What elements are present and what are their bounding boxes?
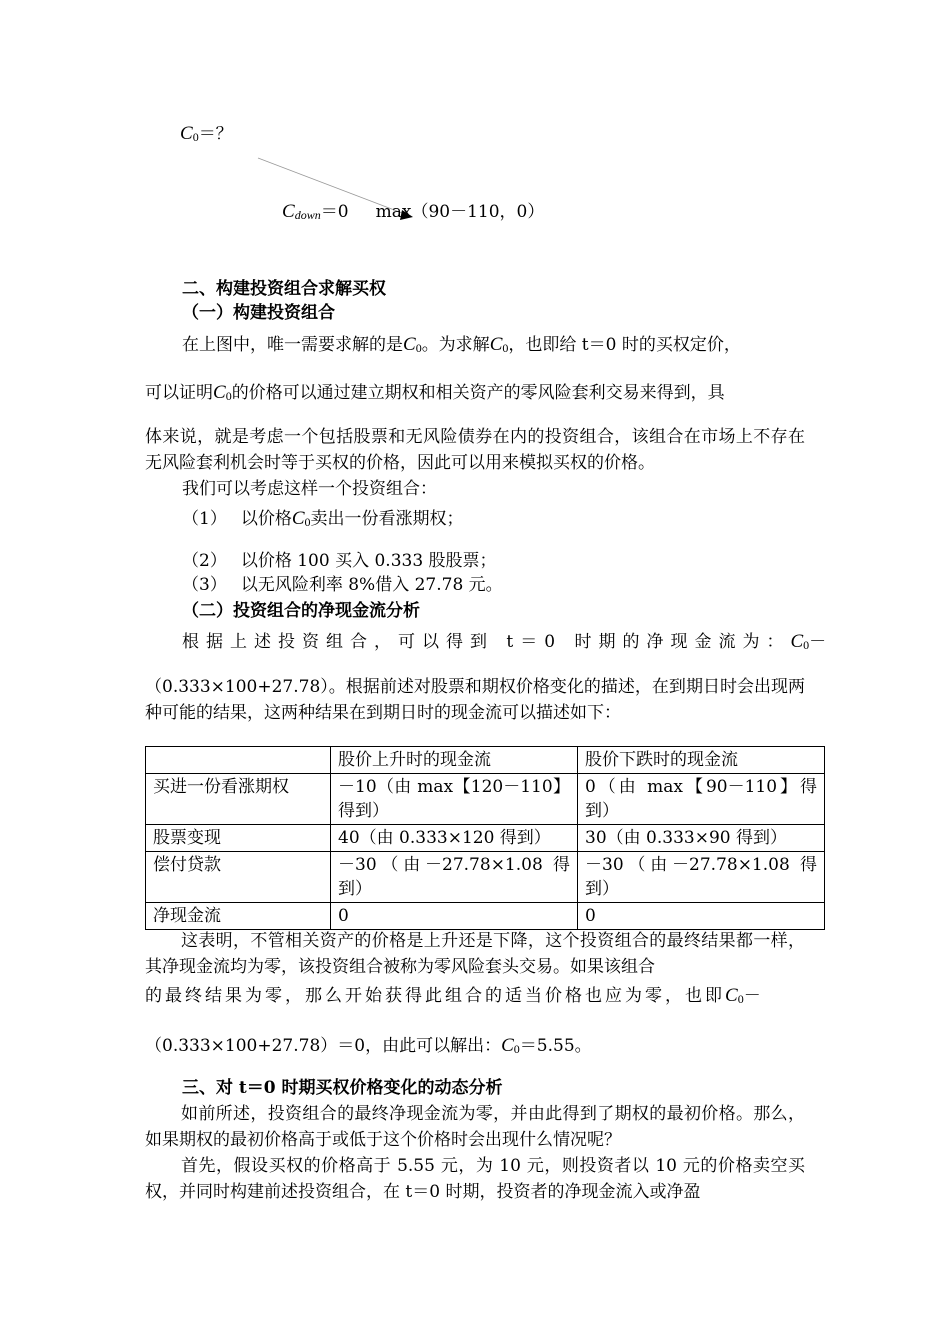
list-item-3: （3） 以无风险利率 8%借入 27.78 元。 [182, 575, 503, 595]
table-row [146, 774, 825, 825]
paragraph-line-1: 在上图中，唯一需要求解的是C0。为求解C0，也即给 t＝0 时的买权定价， [182, 334, 741, 355]
table-cell: －30（由－27.78×1.08 得到） [331, 852, 578, 903]
table-cell: 0 [331, 903, 578, 930]
table-cell: 股票变现 [146, 825, 331, 852]
table-row [146, 825, 825, 852]
table-cell: －10（由 max【120－110】得到） [331, 774, 578, 825]
section2-sub2-heading: （二）投资组合的净现金流分析 [182, 601, 420, 621]
table-header-cell: 股价上升时的现金流 [331, 747, 578, 774]
paragraph-line-2: 可以证明C0的价格可以通过建立期权和相关资产的零风险套利交易来得到，具 [145, 382, 725, 403]
table-cell: 净现金流 [146, 903, 331, 930]
c0-symbol: C [180, 123, 193, 144]
table-cell: －30（由－27.78×1.08 得到） [578, 852, 825, 903]
table-row [146, 903, 825, 930]
table-cell: 买进一份看涨期权 [146, 774, 331, 825]
paragraph-net-cashflow: 根据上述投资组合，可以得到 t＝0 时期的净现金流为：C0－ [182, 631, 827, 652]
table-cell: 0 [578, 903, 825, 930]
table-row [146, 852, 825, 903]
table-header-row [146, 747, 825, 774]
tree-down-value: ＝0 [320, 202, 349, 222]
tree-root-value: ＝？ [198, 124, 233, 144]
table-header-cell [146, 747, 331, 774]
paragraph-solve-c0: （0.333×100+27.78）＝0，由此可以解出：C0＝5.55。 [145, 1035, 592, 1056]
cdown-subscript: down [294, 208, 321, 222]
table-cell: 40（由 0.333×120 得到） [331, 825, 578, 852]
paragraph-two-outcomes: （0.333×100+27.78）。根据前述对股票和期权价格变化的描述，在到期日时会出现两种可能的结果，这两种结果在到期日时的现金流可以描述如下： [145, 677, 805, 723]
tree-down-node [282, 200, 544, 224]
cashflow-table [145, 746, 825, 930]
paragraph-consider-portfolio: 我们可以考虑这样一个投资组合： [182, 479, 437, 499]
paragraph-zero-risk-hedge: 这表明，不管相关资产的价格是上升还是下降，这个投资组合的最终结果都一样，其净现金流均为零，该投资组合被称为零风险套头交易。如果该组合 [145, 931, 805, 977]
table-header-cell: 股价下跌时的现金流 [578, 747, 825, 774]
cdown-symbol: C [282, 201, 295, 222]
paragraph-initial-price: 如前所述，投资组合的最终净现金流为零，并由此得到了期权的最初价格。那么，如果期权的最初价格高于或低于这个价格时会出现什么情况呢？ [145, 1104, 805, 1150]
paragraph-price-zero: 的最终结果为零，那么开始获得此组合的适当价格也应为零，也即C0－ [145, 985, 761, 1006]
section3-heading: 三、对 t＝0 时期买权价格变化的动态分析 [182, 1078, 503, 1098]
list-item-1: （1） 以价格C0卖出一份看涨期权； [182, 508, 464, 529]
tree-down-formula: max（90－110，0） [375, 202, 545, 222]
list-item-2: （2） 以价格 100 买入 0.333 股股票； [182, 551, 497, 571]
paragraph-price-above: 首先，假设买权的价格高于 5.55 元，为 10 元，则投资者以 10 元的价格卖空买权，并同时构建前述投资组合，在 t＝0 时期，投资者的净现金流入或净盈 [145, 1156, 805, 1202]
section2-heading: 二、构建投资组合求解买权 [182, 279, 386, 299]
table-cell: 30（由 0.333×90 得到） [578, 825, 825, 852]
section2-sub1-heading: （一）构建投资组合 [182, 303, 335, 323]
tree-root-node [180, 122, 233, 146]
table-cell: 0（由 max【90－110】得到） [578, 774, 825, 825]
table-cell: 偿付贷款 [146, 852, 331, 903]
c0-subscript: 0 [192, 130, 199, 144]
paragraph-portfolio-description: 体来说，就是考虑一个包括股票和无风险债券在内的投资组合，该组合在市场上不存在无风险套利机会时等于买权的价格，因此可以用来模拟买权的价格。 [145, 427, 805, 473]
